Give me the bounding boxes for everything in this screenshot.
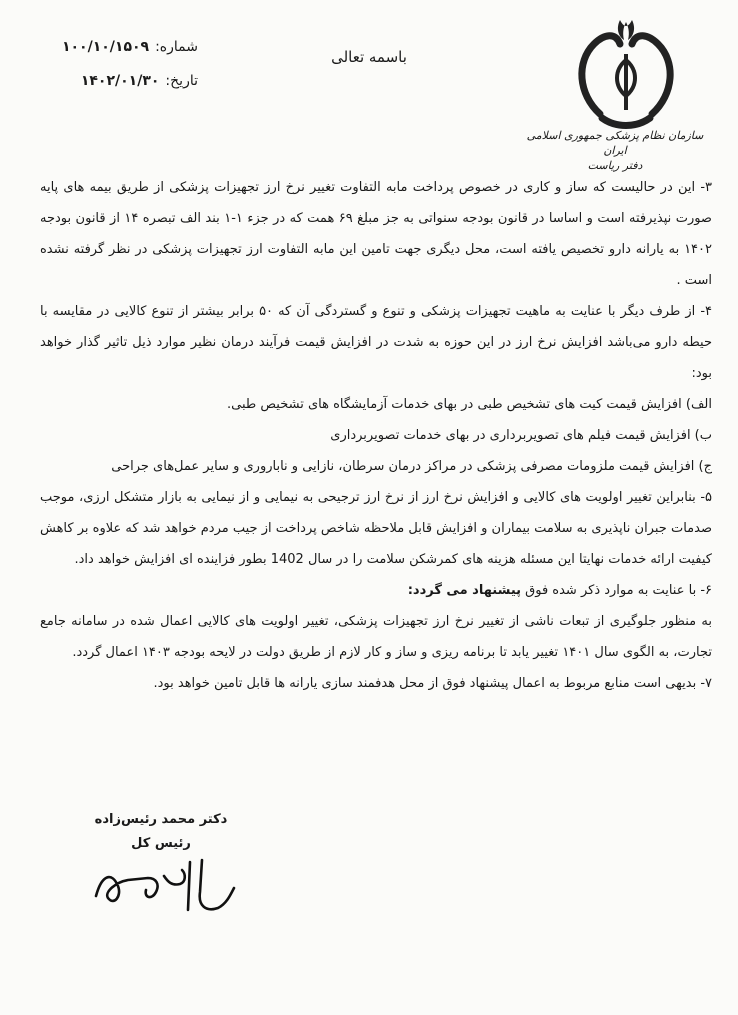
- organization-name: سازمان نظام پزشکی جمهوری اسلامی ایران: [526, 129, 704, 157]
- signatory-block: [86, 808, 236, 856]
- paragraph-6: [40, 575, 712, 606]
- letter-date-row: [38, 64, 198, 98]
- paragraph-6-body: به منظور جلوگیری از تبعات ناشی از تغییر نرخ ارز تجهیزات پزشکی، تغییر اولویت های کالایی اعمال شده در سامانه جامع تجارت، به الگوی سال ۱۴۰۱ تغییر یابد تا برنامه ریزی و ساز و کار لازم از طریق دولت در لایحه بودجه ۱۴۰۳ اعمال گردد.: [40, 614, 712, 660]
- letter-number-label: شماره:: [155, 39, 198, 55]
- medical-council-emblem-icon: [560, 14, 690, 132]
- handwritten-signature: [90, 852, 240, 926]
- paragraph-7: ۷- بدیهی است منابع مربوط به اعمال پیشنهاد فوق از محل هدفمند سازی یارانه ها قابل تامین خواهد بود.: [153, 676, 712, 691]
- letter-number-value: ۱۰۰/۱۰/۱۵۰۹: [61, 39, 150, 55]
- letter-body: [40, 172, 712, 699]
- item-b: ب) افزایش قیمت فیلم های تصویربرداری در بهای خدمات تصویربرداری: [330, 428, 712, 443]
- letter-date-value: ۱۴۰۲/۰۱/۳۰: [80, 73, 160, 89]
- letter-date-label: تاریخ:: [165, 73, 198, 89]
- paragraph-6-prefix: ۶- با عنایت به موارد ذکر شده فوق: [521, 583, 712, 598]
- signatory-title: رئیس کل: [131, 836, 191, 851]
- basmala: باسمه تعالی: [331, 48, 407, 66]
- signature-icon: [90, 852, 240, 922]
- organization-name-block: [520, 128, 710, 173]
- organization-unit: دفتر ریاست: [587, 159, 643, 172]
- item-c: ج) افزایش قیمت ملزومات مصرفی پزشکی در مراکز درمان سرطان، نازایی و ناباروری و سایر عمل‌های جراحی: [111, 459, 712, 474]
- item-a: الف) افزایش قیمت کیت های تشخیص طبی در بهای خدمات آزمایشگاه های تشخیص طبی.: [227, 397, 712, 412]
- paragraph-6-proposal: پیشنهاد می گردد:: [407, 583, 522, 598]
- organization-logo: [560, 14, 690, 132]
- paragraph-5: ۵- بنابراین تغییر اولویت های کالایی و افزایش نرخ ارز از نرخ ارز ترجیحی به نیمایی و از نیمایی به بازار متشکل ارزی، موجب صدمات جبران ناپذیری به سلامت بیماران و افزایش قابل ملاحظه شاخص پرداخت از جیب مردم خواهد شد که علاوه بر کاهش کیفیت ارائه خدمات نهایتا این مسئله هزینه های کمرشکن سلامت را در سال 1402 بطور فزاینده ای افزایش خواهد داد.: [40, 490, 712, 567]
- paragraph-3: ۳- این در حالیست که ساز و کاری در خصوص پرداخت مابه التفاوت تغییر نرخ ارز تجهیزات پزشکی از طریق بیمه های پایه صورت نپذیرفته است و اساسا در قانون بودجه سنواتی به جز مبلغ ۶۹ همت که در جزء ۱-۱ بند الف تبصره ۱۴ از قانون بودجه ۱۴۰۲ به یارانه دارو تخصیص یافته است، محل دیگری جهت تامین این مابه التفاوت ارز تجهیزات پزشکی در نظر گرفته نشده است .: [40, 180, 712, 288]
- paragraph-4: ۴- از طرف دیگر با عنایت به ماهیت تجهیزات پزشکی و تنوع و گستردگی آن که ۵۰ برابر بیشتر از تنوع کالایی در مقایسه با حیطه دارو می‌باشد افزایش نرخ ارز در این حوزه به شدت در افزایش قیمت فرآیند درمان نظیر موارد ذیل تاثیر گذار خواهد بود:: [40, 304, 712, 381]
- signatory-name: دکتر محمد رئیس‌زاده: [94, 812, 228, 827]
